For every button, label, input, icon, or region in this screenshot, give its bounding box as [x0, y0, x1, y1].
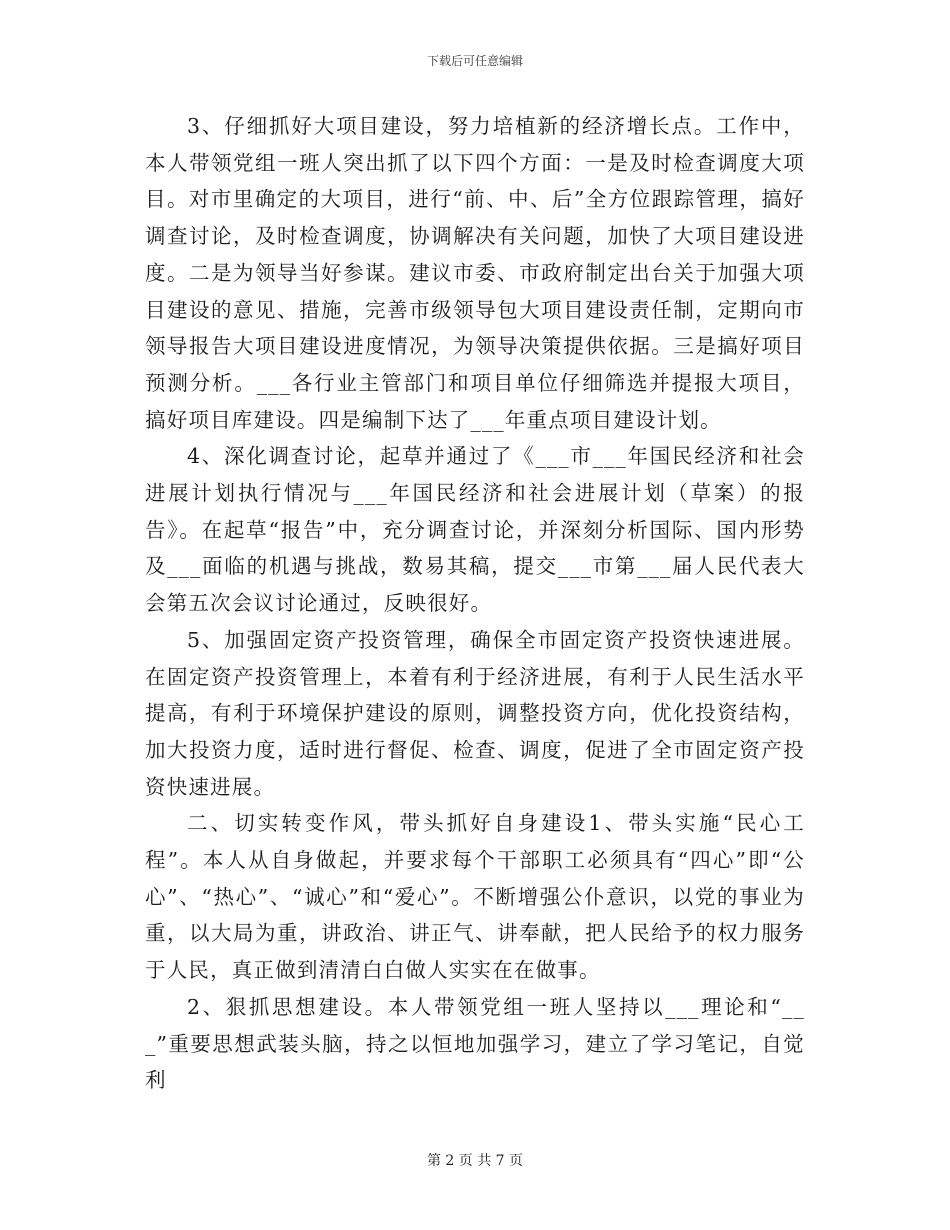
document-body — [145, 108, 805, 1099]
paragraph-item-4: 4、深化调查讨论，起草并通过了《___市___年国民经济和社会进展计划执行情况与___年国民经济和社会进展计划（草案）的报告》。在起草“报告”中，充分调查讨论，并深刻分析国际、国内形势及___面临的机遇与挑战，数易其稿，提交___市第___届人民代表大会第五次会议讨论通过，反映很好。 — [145, 444, 805, 616]
paragraph-item-5: 5、加强固定资产投资管理，确保全市固定资产投资快速进展。在固定资产投资管理上，本着有利于经济进展，有利于人民生活水平提高，有利于环境保护建设的原则，调整投资方向，优化投资结构，加大投资力度，适时进行督促、检查、调度，促进了全市固定资产投资快速进展。 — [145, 627, 805, 799]
page-footer: 第 2 页 共 7 页 — [426, 1153, 524, 1169]
paragraph-section-2-item-1: 二、切实转变作风，带头抓好自身建设1、带头实施“民心工程”。本人从自身做起，并要求每个干部职工必须具有“四心”即“公心”、“热心”、“诚心”和“爱心”。不断增强公仆意识，以党的事业为重，以大局为重，讲政治、讲正气、讲奉献，把人民给予的权力服务于人民，真正做到清清白白做人实实在在做事。 — [145, 811, 805, 983]
paragraph-section-2-item-2: 2、狠抓思想建设。本人带领党组一班人坚持以___理论和“___”重要思想武装头脑，持之以恒地加强学习，建立了学习笔记，自觉利 — [145, 994, 805, 1093]
page-header: 下载后可任意编辑 — [426, 54, 523, 68]
paragraph-item-3: 3、仔细抓好大项目建设，努力培植新的经济增长点。工作中，本人带领党组一班人突出抓了以下四个方面：一是及时检查调度大项目。对市里确定的大项目，进行“前、中、后”全方位跟踪管理，搞好调查讨论，及时检查调度，协调解决有关问题，加快了大项目建设进度。二是为领导当好参谋。建议市委、市政府制定出台关于加强大项目建设的意见、措施，完善市级领导包大项目建设责任制，定期向市领导报告大项目建设进度情况，为领导决策提供依据。三是搞好项目预测分析。___各行业主管部门和项目单位仔细筛选并提报大项目，搞好项目库建设。四是编制下达了___年重点项目建设计划。 — [145, 114, 805, 432]
